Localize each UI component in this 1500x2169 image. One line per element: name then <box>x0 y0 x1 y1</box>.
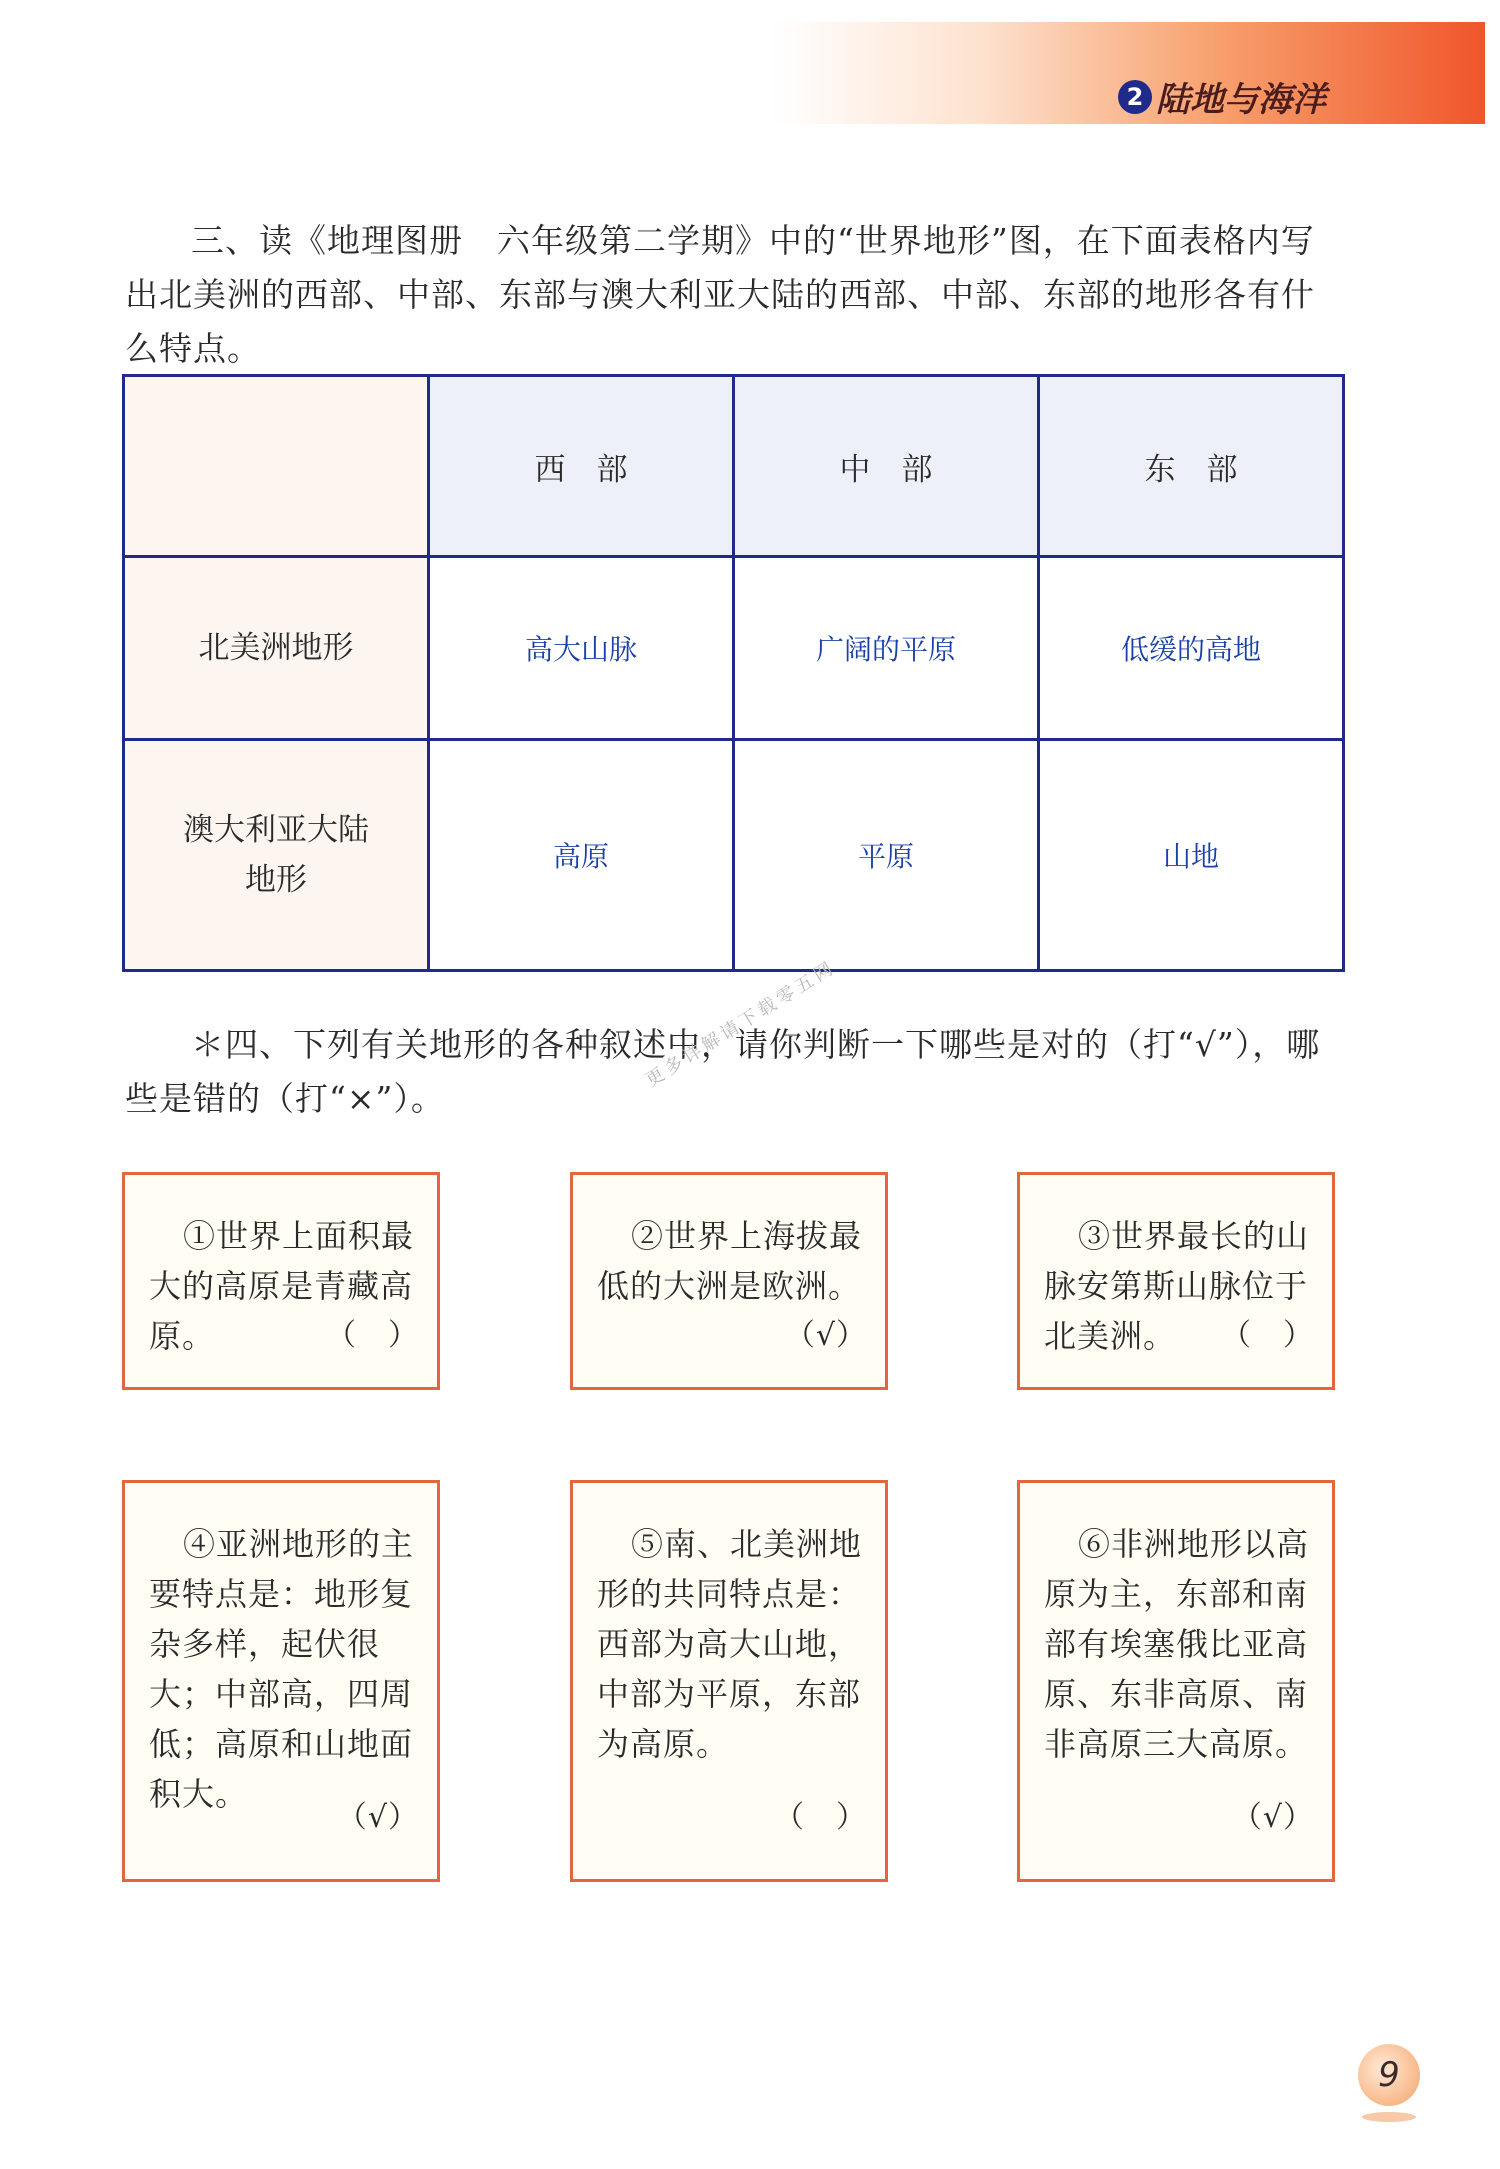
chapter-title <box>1118 72 1326 121</box>
statement-card-5 <box>570 1480 888 1882</box>
answer-cell: 山地 <box>1039 740 1344 971</box>
answer-mark: （√） <box>784 1318 867 1353</box>
answer-mark: （ ） <box>326 1318 419 1353</box>
table-row <box>124 740 1344 971</box>
column-header-east: 东 部 <box>1039 376 1344 557</box>
statement-text: ⑤南、北美洲地形的共同特点是：西部为高大山地，中部为平原，东部为高原。 <box>597 1525 863 1763</box>
table-header-row <box>124 376 1344 557</box>
question-3-text: 三、读《地理图册 六年级第二学期》中的“世界地形”图，在下面表格内写出北美洲的西部、中部、东部与澳大利亚大陆的西部、中部、东部的地形各有什么特点。 <box>125 221 1315 368</box>
statement-text: ⑥非洲地形以高原为主，东部和南部有埃塞俄比亚高原、东非高原、南非高原三大高原。 <box>1044 1525 1310 1763</box>
answer-mark: （√） <box>1231 1800 1314 1835</box>
statement-text: ②世界上海拔最低的大洲是欧洲。 <box>597 1217 863 1305</box>
answer-mark: （√） <box>336 1800 419 1835</box>
page-number: 9 <box>1358 2044 1420 2106</box>
answer-cell: 平原 <box>734 740 1039 971</box>
statement-text: ①世界上面积最大的高原是青藏高原。 <box>149 1217 415 1355</box>
column-header-central: 中 部 <box>734 376 1039 557</box>
statement-text: ③世界最长的山脉安第斯山脉位于北美洲。 <box>1044 1217 1310 1355</box>
page-number-shadow <box>1362 2112 1416 2122</box>
answer-cell: 广阔的平原 <box>734 557 1039 740</box>
answer-cell: 高大山脉 <box>429 557 734 740</box>
table-corner-cell <box>124 376 429 557</box>
terrain-table <box>122 374 1345 972</box>
chapter-number-badge: 2 <box>1118 80 1152 114</box>
statement-card-2 <box>570 1172 888 1390</box>
watermark: 更多详解请下载零五网 <box>642 956 840 1092</box>
answer-mark: （ ） <box>774 1800 867 1835</box>
row-header-north-america: 北美洲地形 <box>124 557 429 740</box>
row-header-line: 地形 <box>245 862 307 898</box>
chapter-title-text: 陆地与海洋 <box>1156 80 1326 120</box>
row-header-australia <box>124 740 429 971</box>
question-4-text: ＊四、下列有关地形的各种叙述中，请你判断一下哪些是对的（打“√”），哪些是错的（打“×”）。 <box>125 1025 1321 1118</box>
answer-cell: 低缓的高地 <box>1039 557 1344 740</box>
statement-card-4 <box>122 1480 440 1882</box>
statement-card-6 <box>1017 1480 1335 1882</box>
statement-card-1 <box>122 1172 440 1390</box>
statement-card-3 <box>1017 1172 1335 1390</box>
column-header-west: 西 部 <box>429 376 734 557</box>
statement-text: ④亚洲地形的主要特点是：地形复杂多样，起伏很大；中部高，四周低；高原和山地面积大。 <box>149 1525 415 1813</box>
row-header-line: 澳大利亚大陆 <box>183 812 369 848</box>
answer-cell: 高原 <box>429 740 734 971</box>
answer-mark: （ ） <box>1221 1318 1314 1353</box>
table-row <box>124 557 1344 740</box>
